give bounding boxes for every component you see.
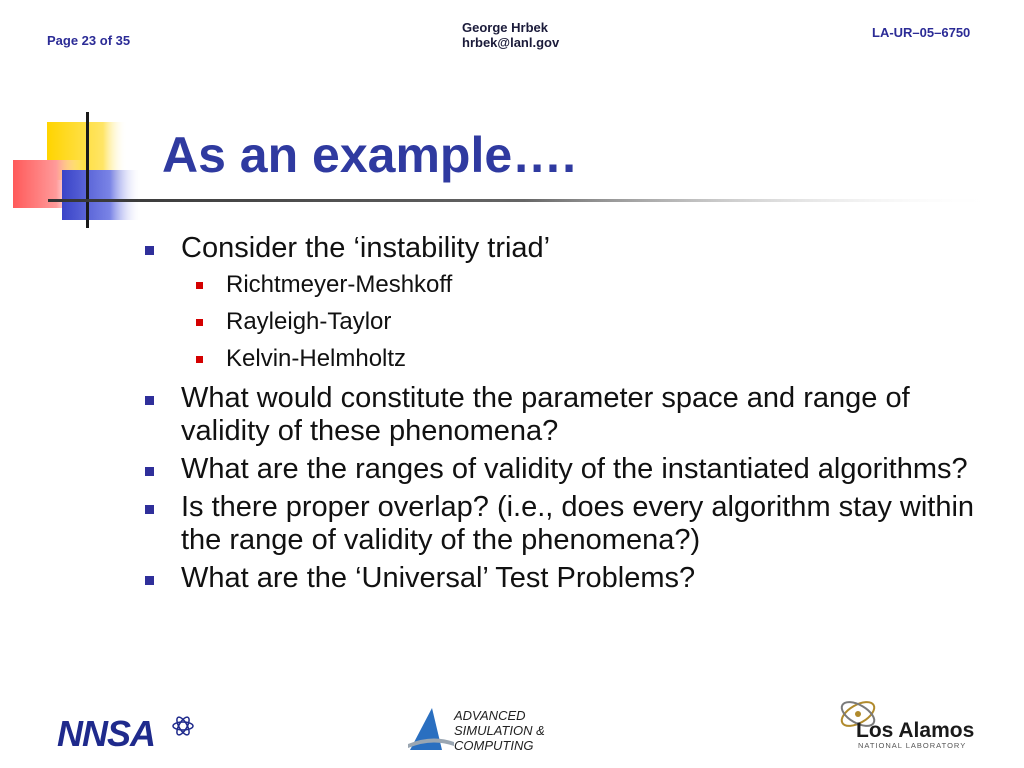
nnsa-logo-text: NNSA <box>57 713 156 752</box>
sub-bullet-marker <box>196 282 203 289</box>
bullet-item <box>145 382 985 448</box>
bullet-marker <box>145 246 154 255</box>
triangle-swoosh-icon <box>408 708 454 750</box>
sub-bullet-item <box>190 270 985 300</box>
sub-bullet-text: Rayleigh-Taylor <box>226 308 392 335</box>
bullet-text: Consider the ‘instability triad’ <box>181 232 551 264</box>
sub-bullet-text: Richtmeyer-Meshkoff <box>226 271 453 298</box>
slide-title: As an example…. <box>162 127 577 183</box>
author-name: George Hrbek <box>462 20 548 35</box>
sub-bullet-item <box>190 344 985 374</box>
sub-bullet-item <box>190 307 985 337</box>
sub-bullet-list <box>145 270 985 374</box>
sub-bullet-marker <box>196 319 203 326</box>
document-id: LA-UR–05–6750 <box>872 25 971 40</box>
author-block <box>462 20 559 50</box>
bullet-text: What are the ‘Universal’ Test Problems? <box>181 562 696 594</box>
author-email: hrbek@lanl.gov <box>462 35 560 50</box>
nnsa-logo <box>55 712 195 752</box>
los-alamos-subtitle: NATIONAL LABORATORY <box>858 741 967 750</box>
bullet-item <box>145 232 985 265</box>
bullet-marker <box>145 396 154 405</box>
bullet-text: Is there proper overlap? (i.e., does every algorithm stay within the range of validity of the phenomena?) <box>181 491 975 556</box>
bullet-marker <box>145 576 154 585</box>
asc-logo-line3: COMPUTING <box>454 738 534 753</box>
page-number: Page 23 of 35 <box>47 33 131 48</box>
bullet-marker <box>145 505 154 514</box>
bullet-text: What would constitute the parameter space and range of validity of these phenomena? <box>181 382 910 447</box>
los-alamos-logo <box>828 694 978 752</box>
los-alamos-name: Los Alamos <box>856 719 975 742</box>
atom-icon <box>173 715 193 736</box>
bullet-text: What are the ranges of validity of the instantiated algorithms? <box>181 453 968 485</box>
blue-square <box>62 170 142 220</box>
bullet-item <box>145 562 985 595</box>
bullet-item <box>145 491 985 557</box>
asc-logo <box>408 704 578 756</box>
sub-bullet-marker <box>196 356 203 363</box>
title-underline <box>48 199 1000 202</box>
asc-logo-line1: ADVANCED <box>454 708 526 723</box>
vertical-bar <box>86 112 89 228</box>
sub-bullet-text: Kelvin-Helmholtz <box>226 345 407 372</box>
bullet-list <box>145 232 985 600</box>
bullet-marker <box>145 467 154 476</box>
asc-logo-line2: SIMULATION & <box>454 723 545 738</box>
bullet-item <box>145 453 985 486</box>
